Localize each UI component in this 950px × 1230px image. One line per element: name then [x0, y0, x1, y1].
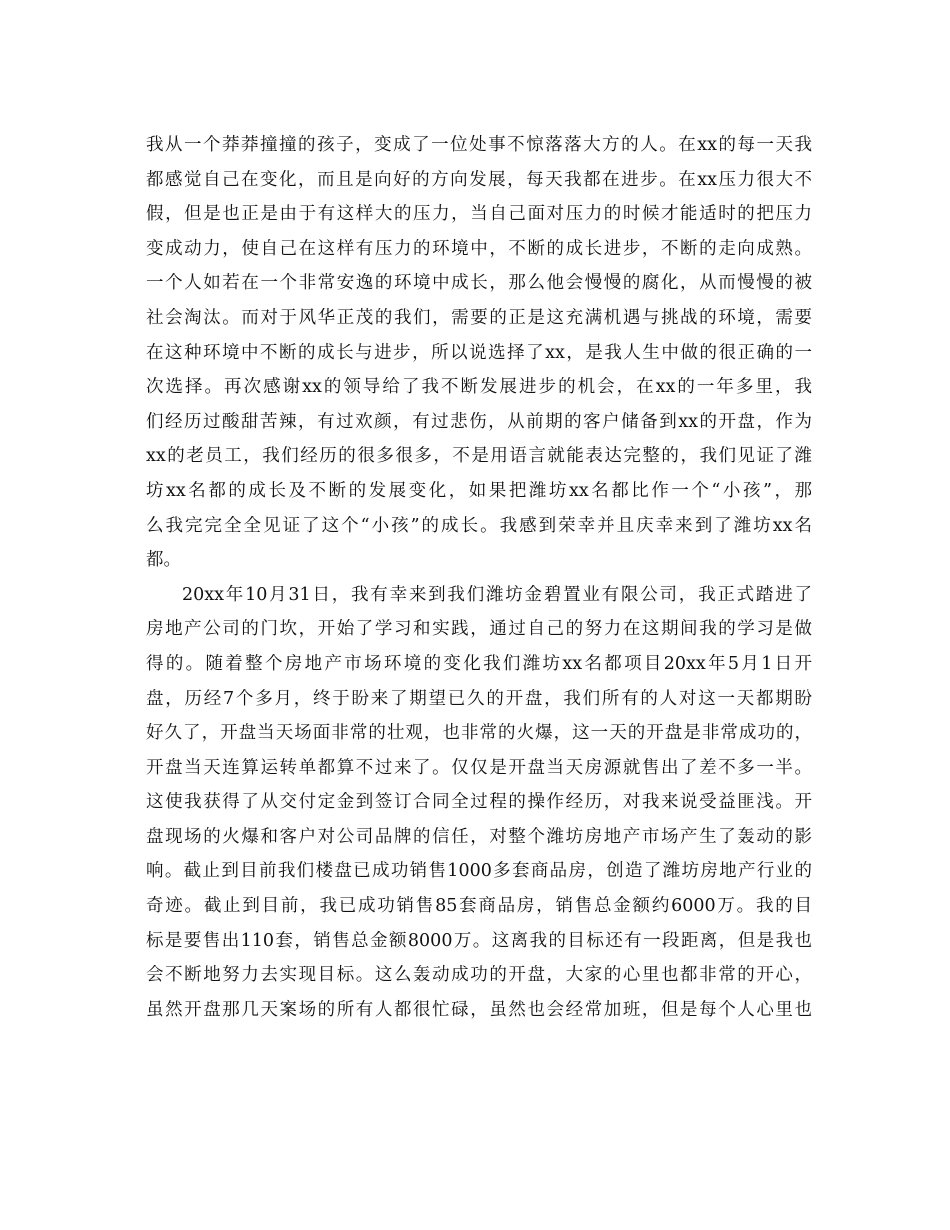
- text-line: xx的老员工，我们经历的很多很多，不是用语言就能表达完整的，我们见证了潍: [146, 446, 812, 467]
- text-line: 坊xx名都的成长及不断的发展变化，如果把潍坊xx名都比作一个“小孩”，那: [146, 480, 812, 501]
- text-line: 响。截止到目前我们楼盘已成功销售1000多套商品房，创造了潍坊房地产行业的: [146, 861, 812, 882]
- paragraph-2: [146, 578, 812, 1028]
- text-line: 虽然开盘那几天案场的所有人都很忙碌，虽然也会经常加班，但是每个人心里也: [146, 999, 812, 1020]
- text-line: 社会淘汰。而对于风华正茂的我们，需要的正是这充满机遇与挑战的环境，需要: [146, 307, 812, 328]
- text-line: 这使我获得了从交付定金到签订合同全过程的操作经历，对我来说受益匪浅。开: [146, 792, 812, 813]
- text-line: 开盘当天连算运转单都算不过来了。仅仅是开盘当天房源就售出了差不多一半。: [146, 757, 812, 778]
- text-line: 次选择。再次感谢xx的领导给了我不断发展进步的机会，在xx的一年多里，我: [146, 377, 812, 398]
- text-line: 盘，历经7个多月，终于盼来了期望已久的开盘，我们所有的人对这一天都期盼: [146, 688, 812, 709]
- text-line: 我从一个莽莽撞撞的孩子，变成了一位处事不惊落落大方的人。在xx的每一天我: [146, 135, 812, 155]
- text-line: 们经历过酸甜苦辣，有过欢颜，有过悲伤，从前期的客户储备到xx的开盘，作为: [146, 411, 812, 432]
- text-line: 假，但是也正是由于有这样大的压力，当自己面对压力的时候才能适时的把压力: [146, 204, 812, 225]
- text-line: 奇迹。截止到目前，我已成功销售85套商品房，销售总金额约6000万。我的目: [146, 896, 812, 917]
- document-body: [146, 128, 812, 1027]
- text-line: 变成动力，使自己在这样有压力的环境中，不断的成长进步，不断的走向成熟。: [146, 238, 812, 259]
- text-line: 都。: [146, 550, 181, 571]
- text-line: 标是要售出110套，销售总金额8000万。这离我的目标还有一段距离，但是我也: [146, 930, 812, 951]
- text-line: 在这种环境中不断的成长与进步，所以说选择了xx，是我人生中做的很正确的一: [146, 342, 812, 363]
- text-line: 盘现场的火爆和客户对公司品牌的信任，对整个潍坊房地产市场产生了轰动的影: [146, 826, 812, 847]
- text-line: 房地产公司的门坎，开始了学习和实践，通过自己的努力在这期间我的学习是做: [146, 619, 812, 640]
- paragraph-1: [146, 128, 812, 578]
- text-line: 一个人如若在一个非常安逸的环境中成长，那么他会慢慢的腐化，从而慢慢的被: [146, 273, 812, 294]
- text-line: 都感觉自己在变化，而且是向好的方向发展，每天我都在进步。在xx压力很大不: [146, 169, 812, 190]
- text-line: 会不断地努力去实现目标。这么轰动成功的开盘，大家的心里也都非常的开心，: [146, 965, 812, 986]
- text-line: 好久了，开盘当天场面非常的壮观，也非常的火爆，这一天的开盘是非常成功的，: [146, 723, 812, 744]
- text-line: 么我完完全全见证了这个“小孩”的成长。我感到荣幸并且庆幸来到了潍坊xx名: [146, 515, 812, 536]
- text-line: 20xx年10月31日，我有幸来到我们潍坊金碧置业有限公司，我正式踏进了: [182, 584, 812, 605]
- text-line: 得的。随着整个房地产市场环境的变化我们潍坊xx名都项目20xx年5月1日开: [146, 653, 812, 674]
